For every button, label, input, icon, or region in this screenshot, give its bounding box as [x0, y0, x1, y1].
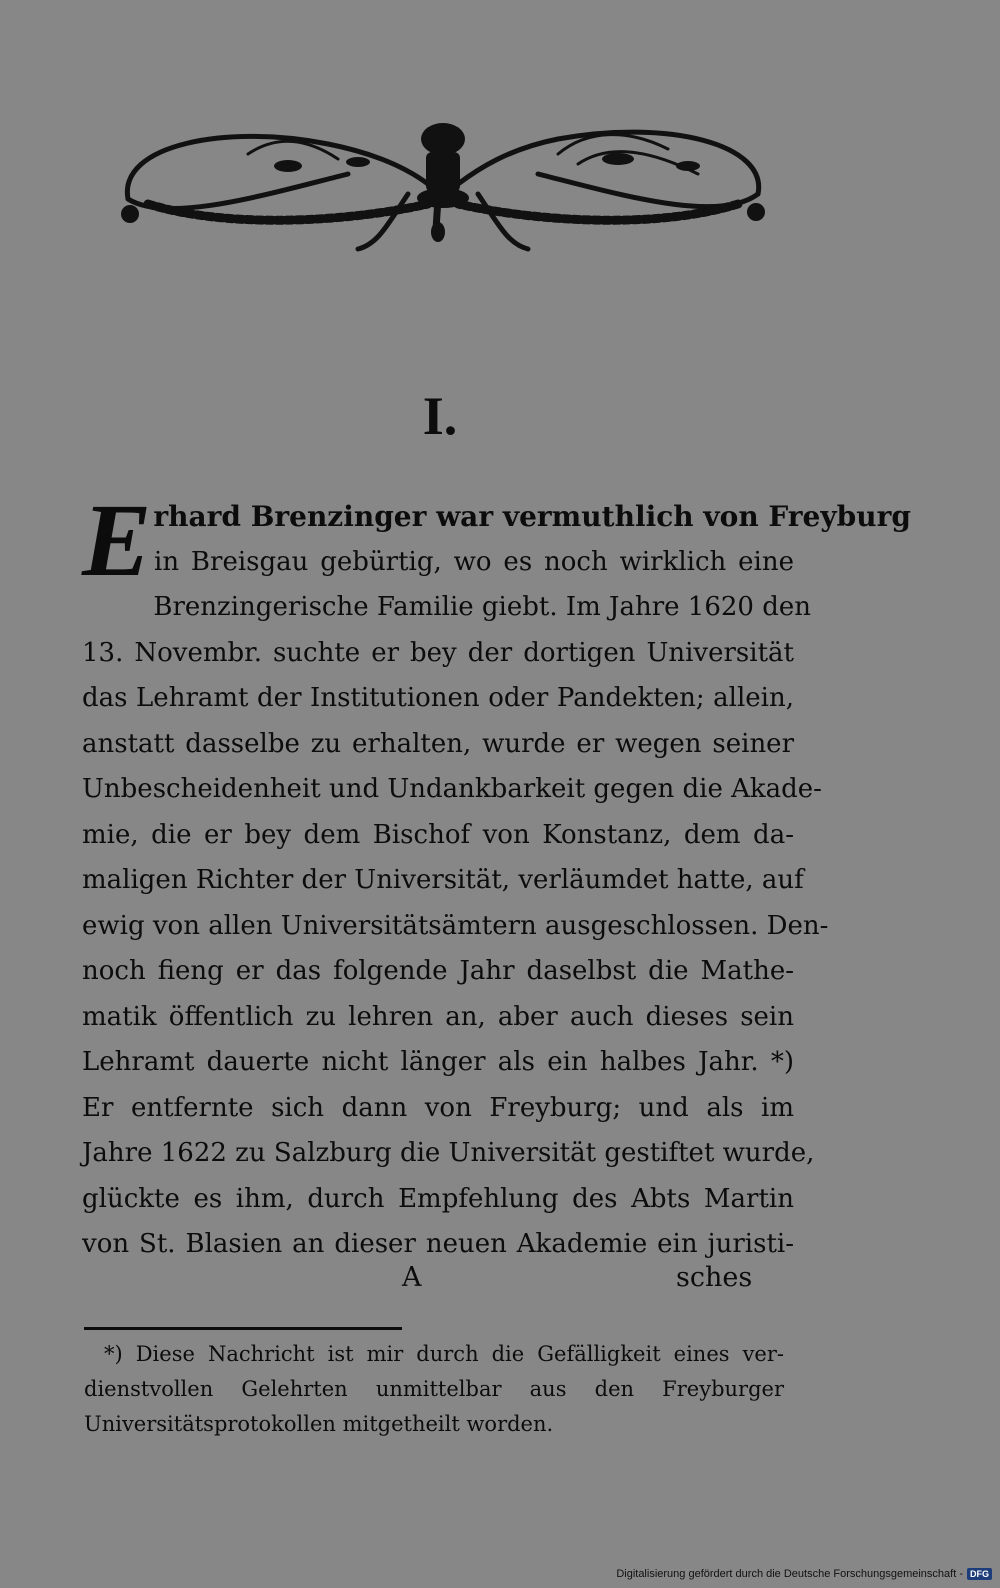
- text-line: Lehramt dauerte nicht länger als ein halbes Jahr. *): [82, 1047, 794, 1077]
- footnote-rule: [84, 1327, 402, 1330]
- footnote-line: Universitätsprotokollen mitgetheilt worden.: [84, 1412, 554, 1436]
- text-line: Brenzingerische Familie giebt. Im Jahre 1620 den: [153, 592, 812, 622]
- text-line: ewig von allen Universitätsämtern ausgeschlossen. Den-: [82, 910, 829, 941]
- text-line: das Lehramt der Institutionen oder Pandekten; allein,: [82, 683, 794, 713]
- decorative-vignette-icon: [108, 104, 778, 264]
- text-line: mie, die er bey dem Bischof von Konstanz, dem da-: [82, 819, 794, 850]
- text-line: maligen Richter der Universität, verläumdet hatte, auf: [82, 865, 804, 895]
- text-line: rhard Brenzinger war vermuthlich von Freyburg: [153, 500, 911, 533]
- text-line: matik öffentlich zu lehren an, aber auch dieses sein: [82, 1001, 794, 1032]
- dfg-logo-icon: DFG: [967, 1568, 992, 1580]
- text-line: von St. Blasien an dieser neuen Akademie ein juristi-: [82, 1229, 794, 1259]
- footnote-line: dienstvollen Gelehrten unmittelbar aus den Freyburger: [84, 1377, 784, 1401]
- text-line: Jahre 1622 zu Salzburg die Universität gestiftet wurde,: [82, 1138, 815, 1168]
- body-text: [82, 483, 911, 1268]
- text-line: 13. Novembr. suchte er bey der dortigen Universität: [82, 637, 794, 668]
- text-line: Er entfernte sich dann von Freyburg; und als im: [82, 1092, 794, 1123]
- text-line: in Breisgau gebürtig, wo es noch wirklich eine: [154, 546, 794, 577]
- text-line: noch fieng er das folgende Jahr daselbst die Mathe-: [82, 956, 794, 986]
- signature-mark: A: [402, 1262, 422, 1293]
- digitization-credit: [616, 1565, 992, 1583]
- credit-text: Digitalisierung gefördert durch die Deutsche Forschungsgemeinschaft -: [616, 1568, 963, 1580]
- catchword: sches: [676, 1262, 753, 1293]
- footnote-line: *) Diese Nachricht ist mir durch die Gefälligkeit eines ver-: [104, 1342, 784, 1366]
- drop-cap: E: [82, 483, 152, 598]
- footnote: [84, 1337, 784, 1442]
- page-foot-marks: [0, 1262, 1000, 1302]
- text-line: anstatt dasselbe zu erhalten, wurde er wegen seiner: [82, 728, 794, 759]
- text-line: Unbescheidenheit und Undankbarkeit gegen die Akade-: [82, 774, 822, 804]
- chapter-numeral: I.: [422, 386, 458, 446]
- text-line: glückte es ihm, durch Empfehlung des Abts Martin: [82, 1183, 794, 1214]
